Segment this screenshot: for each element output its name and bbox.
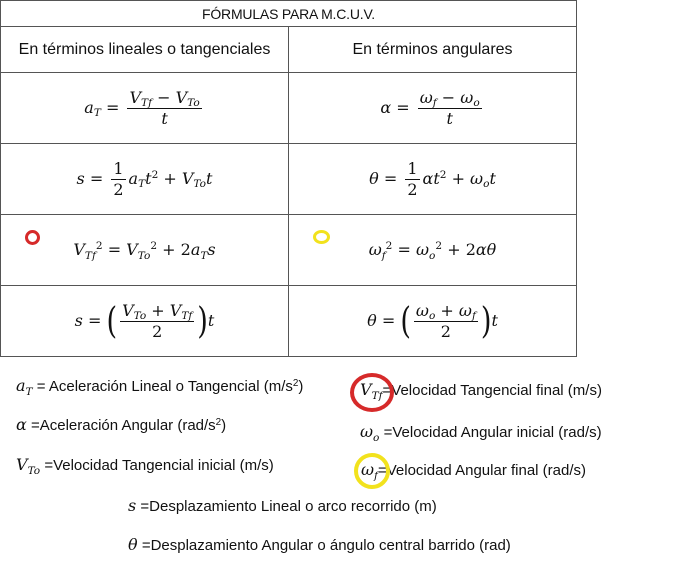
- symbol-wo: $\omega_o$: [360, 422, 380, 444]
- formula-linear-velocity-squared: $V_{Tf}^2 = V_{To}^2 + 2a_Ts$: [1, 215, 289, 286]
- yellow-circle-highlight: [354, 453, 390, 489]
- formula-angular-average: θ = ( $\frac{\omega_o + \omega_f}{2}$ )t: [289, 286, 577, 357]
- legend-wo-text: =Velocidad Angular inicial (rad/s): [383, 424, 602, 441]
- legend-aT-text: = Aceleración Lineal o Tangencial (m/s: [36, 378, 293, 395]
- legend-wf-text: =Velocidad Angular final (rad/s): [377, 462, 586, 479]
- formula-linear-displacement: s = $\frac{1}{2}$ $a_Tt^2 + V_{To}t$: [1, 144, 289, 215]
- formula-angular-displacement: θ = $\frac{1}{2}$ $\alpha t^2 + \omega_ot$: [289, 144, 577, 215]
- legend-theta-text: =Desplazamiento Angular o ángulo central barrido (rad): [141, 537, 511, 554]
- legend-alpha-text: =Aceleración Angular (rad/s: [30, 417, 216, 434]
- legend-wf: [361, 460, 586, 482]
- formula-angular-acceleration: α = $\frac{\omega_f - \omega_o}{t}$: [289, 73, 577, 144]
- symbol-alpha: α: [16, 415, 27, 434]
- legend-aT: $a_T$ = Aceleración Lineal o Tangencial $(m/s^2)$: [16, 376, 304, 398]
- symbol-s: s: [128, 496, 137, 515]
- symbol-wf: $\omega_f$: [361, 460, 378, 482]
- legend-VTo: [16, 455, 274, 477]
- symbol-aT: $a_T$: [16, 376, 33, 398]
- legend-VTf-text: =Velocidad Tangencial final (m/s): [382, 382, 602, 399]
- formula-angular-velocity-squared: $\omega_f^2 = \omega_o^2 + 2\alpha\theta$: [289, 215, 577, 286]
- legend-VTo-text: =Velocidad Tangencial inicial (m/s): [44, 457, 274, 474]
- red-circle-highlight: [350, 373, 394, 412]
- red-marker: [25, 230, 40, 245]
- legend-VTf: [360, 380, 602, 402]
- legend-s-text: =Desplazamiento Lineal o arco recorrido (m): [140, 498, 437, 515]
- formula-linear-acceleration: $a_T$ = $\frac{V_{Tf} - V_{To}}{t}$: [1, 73, 289, 144]
- column-header-linear: En términos lineales o tangenciales: [1, 27, 289, 73]
- symbol-theta: θ: [128, 535, 138, 554]
- formula-linear-average: s = ( $\frac{V_{To} + V_{Tf}}{2}$ )t: [1, 286, 289, 357]
- column-header-angular: En términos angulares: [289, 27, 577, 73]
- table-title: FÓRMULAS PARA M.C.U.V.: [1, 1, 577, 27]
- legend-s: [128, 496, 437, 515]
- legend-alpha: α =Aceleración Angular $(rad/s^2)$: [16, 415, 227, 434]
- yellow-marker: [313, 230, 330, 244]
- symbol-VTo: $V_{To}$: [16, 455, 41, 477]
- legend-wo: [360, 422, 602, 444]
- symbol-VTf: $V_{Tf}$: [360, 380, 383, 402]
- legend-theta: [128, 535, 511, 554]
